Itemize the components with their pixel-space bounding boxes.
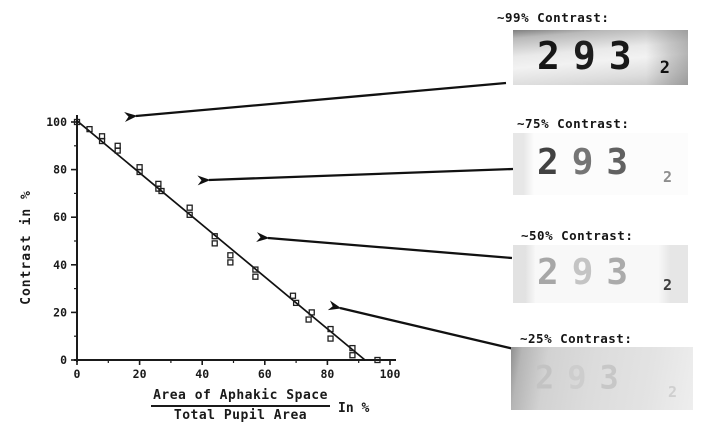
x-tick-label: 0 (73, 367, 81, 381)
optotype-digit: 3 (606, 141, 629, 183)
optotype-digit: 3 (599, 357, 619, 396)
optotype-digit: 2 (537, 251, 559, 293)
optotype-digit: 3 (608, 33, 632, 78)
x-tick-label: 80 (320, 367, 335, 381)
optotype-digit: 2 (535, 357, 555, 396)
data-point (350, 353, 355, 358)
optotype-digit: 2 (537, 33, 560, 78)
optotype-digit: 9 (571, 251, 594, 293)
optotype-digit: 9 (571, 141, 594, 183)
optotype-digits (537, 252, 641, 293)
contrast-25-photo (511, 347, 693, 410)
data-point (306, 317, 311, 322)
x-tick-label: 40 (195, 367, 210, 381)
contrast-75-label: ~75% Contrast: (517, 116, 630, 131)
data-point (212, 241, 217, 246)
x-axis-title-numerator: Area of Aphakic Space (151, 388, 330, 407)
data-point (228, 260, 233, 265)
optotype-digits (537, 142, 641, 183)
x-axis-title (148, 388, 333, 423)
optotype-digits (535, 358, 632, 396)
y-tick-label: 20 (53, 305, 67, 320)
optotype-digit: 2 (537, 141, 559, 183)
data-point (253, 274, 258, 279)
optotype-subscript: 2 (662, 276, 672, 294)
optotype-digit: 9 (572, 33, 596, 78)
annotation-arrow-contrast-75 (209, 169, 513, 180)
y-tick-label: 0 (60, 353, 67, 367)
fit-line (77, 121, 365, 360)
optotype-subscript: 2 (662, 168, 672, 186)
x-axis-title-denominator: Total Pupil Area (173, 408, 308, 423)
contrast-25-label: ~25% Contrast: (520, 331, 633, 346)
x-tick-label: 100 (379, 367, 401, 381)
annotation-arrow-contrast-50 (268, 238, 512, 258)
contrast-99-label: ~99% Contrast: (497, 10, 610, 25)
contrast-50-photo (513, 245, 688, 303)
data-point (290, 293, 295, 298)
data-point (328, 336, 333, 341)
contrast-99-photo (513, 30, 688, 85)
x-tick-label: 20 (132, 367, 147, 381)
y-tick-label: 40 (53, 257, 67, 272)
x-tick-label: 60 (257, 367, 272, 381)
x-axis-unit-label: In % (338, 401, 370, 416)
optotype-digit: 9 (567, 357, 587, 396)
y-axis-title: Contrast in % (19, 190, 34, 305)
optotype-digit: 3 (606, 251, 629, 293)
optotype-digits (537, 34, 645, 78)
annotation-arrow-contrast-25 (340, 308, 514, 349)
data-point (187, 205, 192, 210)
contrast-75-photo (513, 133, 688, 195)
y-tick-label: 80 (53, 162, 67, 177)
contrast-50-label: ~50% Contrast: (521, 228, 634, 243)
data-point (228, 253, 233, 258)
optotype-subscript: 2 (667, 383, 677, 401)
y-tick-label: 60 (53, 210, 67, 225)
annotation-arrow-contrast-99 (136, 83, 506, 116)
y-tick-label: 100 (46, 115, 67, 129)
optotype-subscript: 2 (659, 58, 670, 78)
